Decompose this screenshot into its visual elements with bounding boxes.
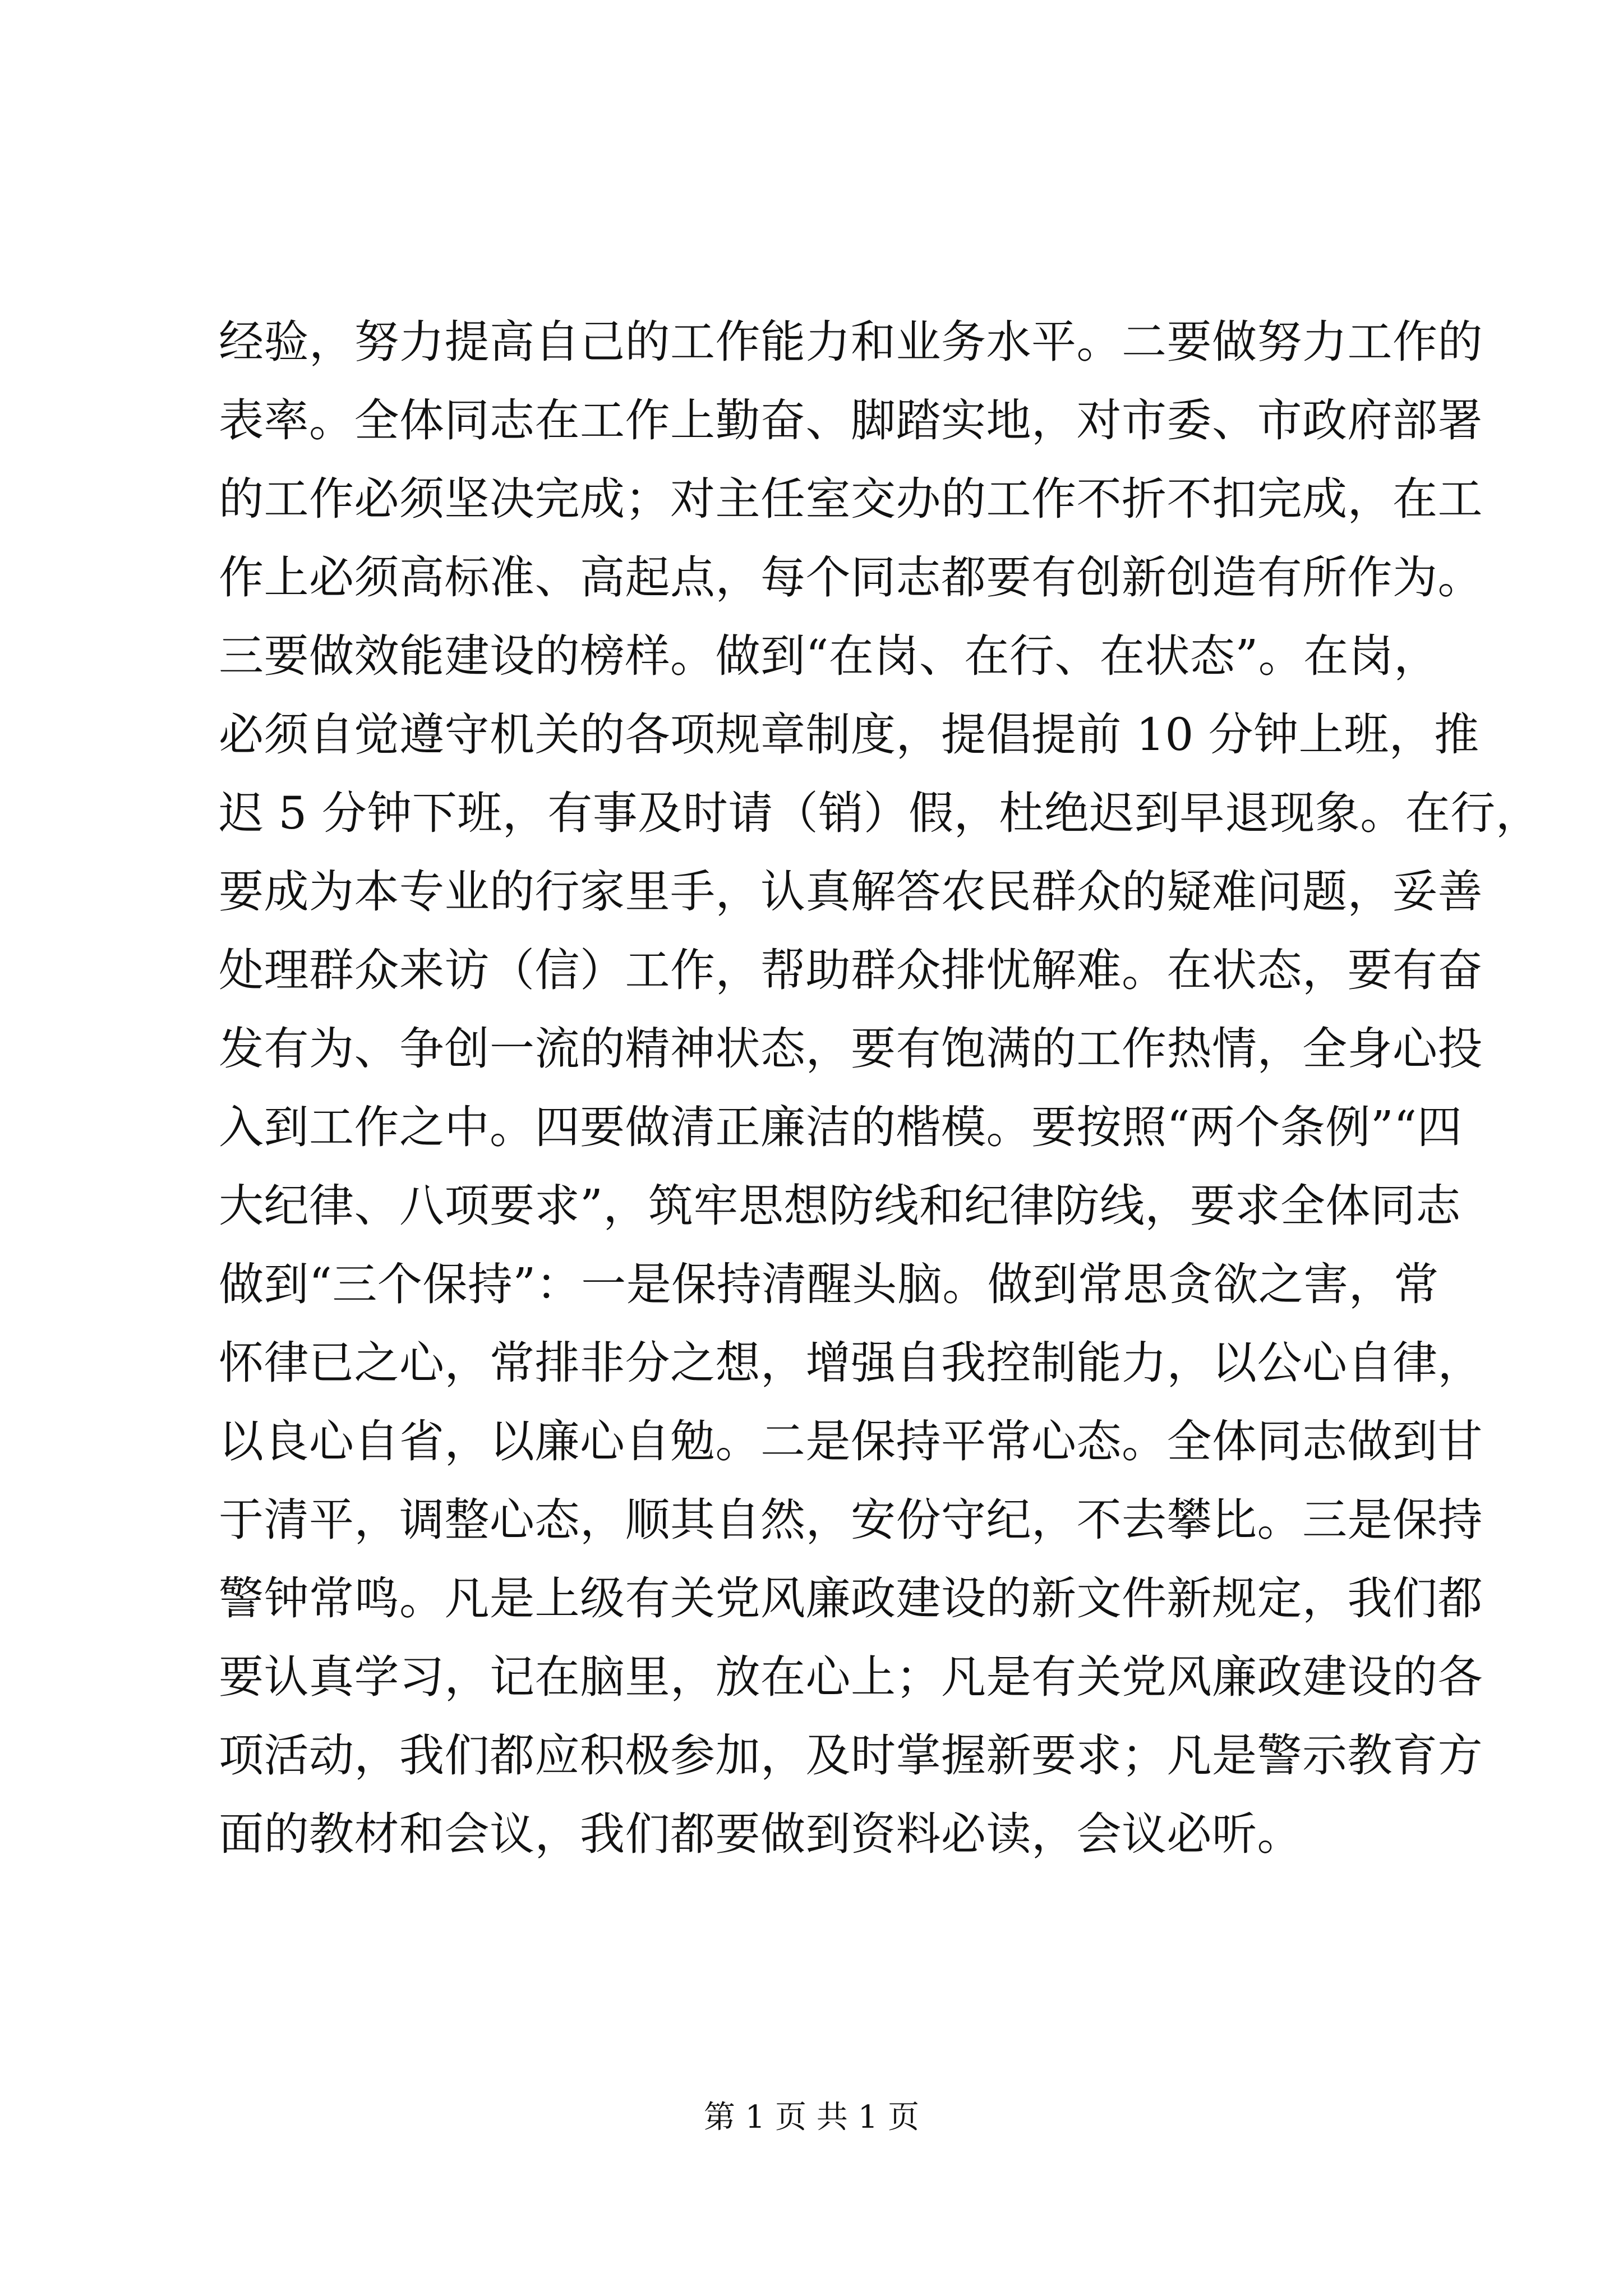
text-line: 要成为本专业的行家里手，认真解答农民群众的疑难问题，妥善 bbox=[219, 866, 1483, 918]
text-line: 迟 5 分钟下班，有事及时请（销）假，杜绝迟到早退现象。在行， bbox=[219, 787, 1541, 839]
text-line: 怀律已之心，常排非分之想，增强自我控制能力，以公心自律， bbox=[219, 1337, 1483, 1389]
text-line: 警钟常鸣。凡是上级有关党风廉政建设的新文件新规定，我们都 bbox=[219, 1572, 1483, 1625]
body-text bbox=[219, 303, 1541, 1874]
text-line: 作上必须高标准、高起点，每个同志都要有创新创造有所作为。 bbox=[219, 551, 1483, 604]
text-line: 面的教材和会议，我们都要做到资料必读，会议必听。 bbox=[219, 1808, 1302, 1860]
text-line: 发有为、争创一流的精神状态，要有饱满的工作热情，全身心投 bbox=[219, 1023, 1483, 1075]
text-line: 的工作必须坚决完成；对主任室交办的工作不折不扣完成，在工 bbox=[219, 473, 1483, 525]
text-line: 三要做效能建设的榜样。做到“在岗、在行、在状态”。在岗， bbox=[219, 630, 1439, 682]
text-line: 做到“三个保持”：一是保持清醒头脑。做到常思贪欲之害，常 bbox=[219, 1258, 1439, 1310]
text-line: 入到工作之中。四要做清正廉洁的楷模。要按照“两个条例”“四 bbox=[219, 1101, 1463, 1153]
text-line: 于清平，调整心态，顺其自然，安份守纪，不去攀比。三是保持 bbox=[219, 1494, 1483, 1546]
text-line: 表率。全体同志在工作上勤奋、脚踏实地，对市委、市政府部署 bbox=[219, 394, 1483, 447]
text-line: 经验，努力提高自己的工作能力和业务水平。二要做努力工作的 bbox=[219, 316, 1483, 368]
page-footer: 第 1 页 共 1 页 bbox=[703, 2099, 920, 2136]
text-line: 处理群众来访（信）工作，帮助群众排忧解难。在状态，要有奋 bbox=[219, 944, 1483, 996]
text-line: 要认真学习，记在脑里，放在心上；凡是有关党风廉政建设的各 bbox=[219, 1651, 1483, 1703]
text-line: 大纪律、八项要求”，筑牢思想防线和纪律防线，要求全体同志 bbox=[219, 1180, 1461, 1232]
text-line: 必须自觉遵守机关的各项规章制度，提倡提前 10 分钟上班，推 bbox=[219, 708, 1479, 761]
text-line: 项活动，我们都应积极参加，及时掌握新要求；凡是警示教育方 bbox=[219, 1729, 1483, 1782]
text-line: 以良心自省，以廉心自勉。二是保持平常心态。全体同志做到甘 bbox=[219, 1415, 1483, 1467]
